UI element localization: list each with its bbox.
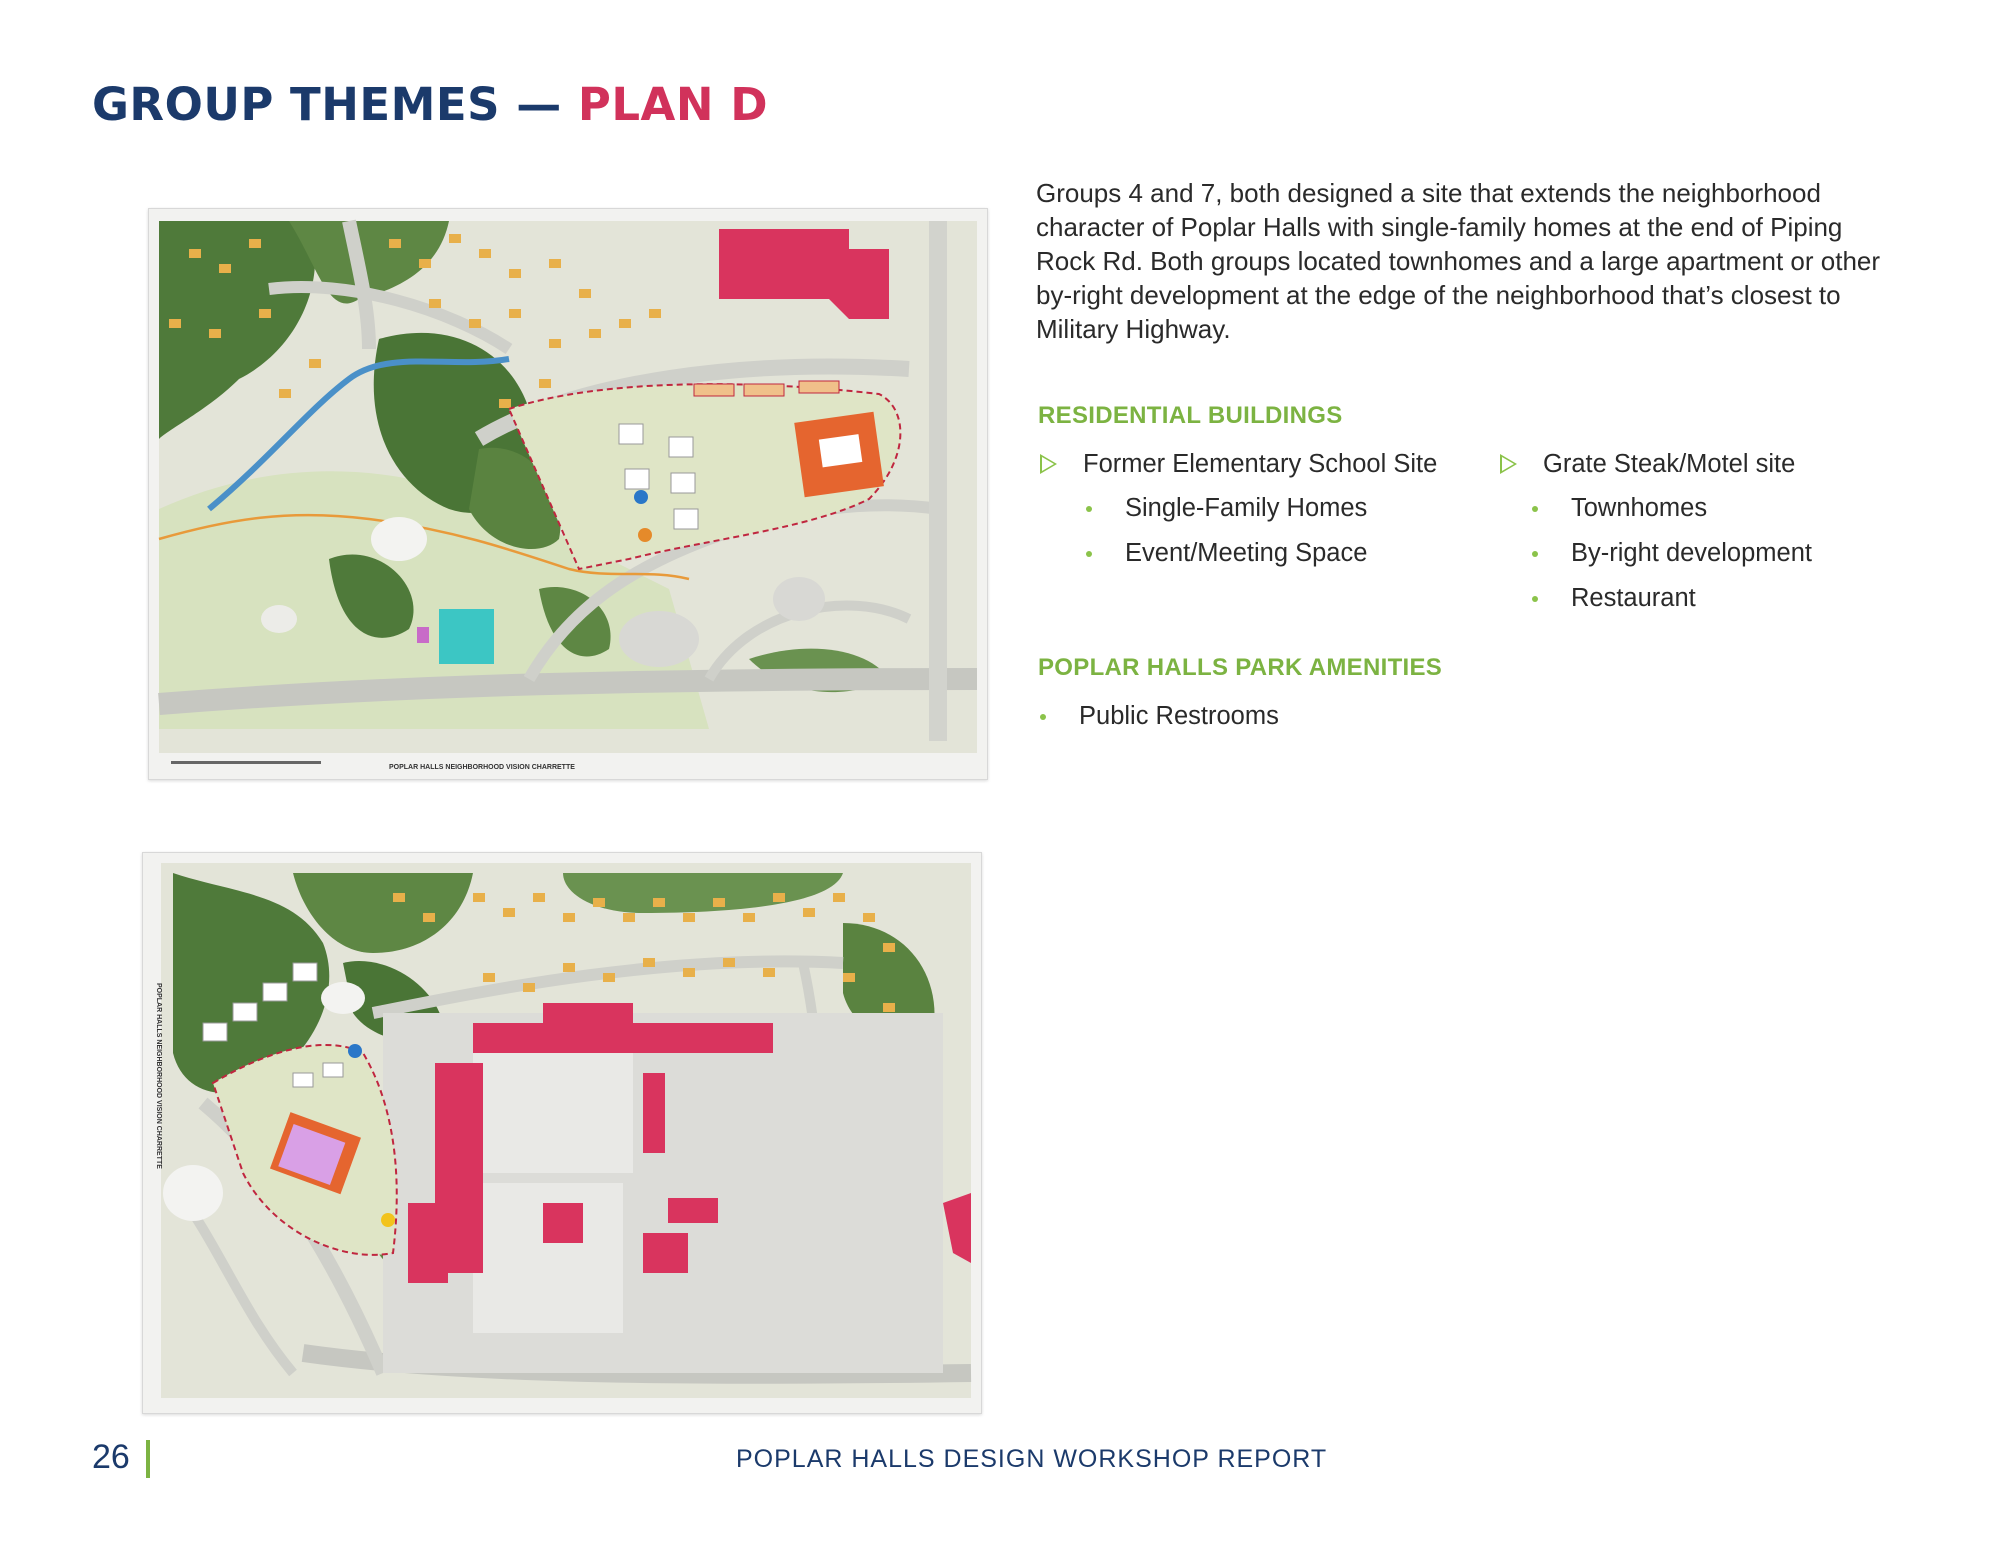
site-heading-2 (1500, 442, 1812, 486)
page-title-accent: PLAN D (577, 78, 769, 131)
map-caption-2: POPLAR HALLS NEIGHBORHOOD VISION CHARRETTE (155, 983, 162, 1169)
park-amenities-list (1040, 694, 1279, 739)
list-item-label: Single-Family Homes (1125, 494, 1368, 522)
bullet-dot-icon (1532, 551, 1538, 557)
triangle-bullet-icon (1040, 454, 1057, 474)
list-item (1086, 486, 1437, 531)
report-title-footer: POPLAR HALLS DESIGN WORKSHOP REPORT (736, 1445, 1328, 1473)
list-item-label: Restaurant (1571, 584, 1696, 612)
list-item (1086, 531, 1437, 576)
park-amenities-heading: POPLAR HALLS PARK AMENITIES (1038, 654, 1443, 681)
intro-paragraph: Groups 4 and 7, both designed a site that extends the neighborhood character of Poplar Halls with single-family homes at the end of Piping Rock Rd. Both groups located townhomes and a large apartment or other by-right development at the edge of the neighborhood that’s closest to Military Highway. (1036, 178, 1881, 344)
list-item (1532, 531, 1812, 576)
site-plan-photo-2 (142, 852, 982, 1414)
site-plan-photo-1 (148, 208, 988, 780)
triangle-bullet-icon (1500, 454, 1517, 474)
site-name-2: Grate Steak/Motel site (1543, 449, 1796, 478)
list-item (1532, 576, 1812, 621)
list-item-label: Public Restrooms (1079, 702, 1279, 730)
bullet-dot-icon (1086, 551, 1092, 557)
list-item (1532, 486, 1812, 531)
page-title-main: GROUP THEMES — (92, 78, 562, 131)
page-number: 26 (92, 1438, 130, 1476)
site-column-1 (1040, 442, 1437, 576)
list-item-label: Townhomes (1571, 494, 1708, 522)
map-caption-1: POPLAR HALLS NEIGHBORHOOD VISION CHARRETTE (389, 764, 575, 771)
bullet-dot-icon (1532, 506, 1538, 512)
list-item-label: By-right development (1571, 539, 1812, 567)
residential-heading: RESIDENTIAL BUILDINGS (1038, 402, 1343, 429)
list-item (1040, 694, 1279, 739)
site-heading-1 (1040, 442, 1437, 486)
site-column-2 (1500, 442, 1812, 621)
bullet-dot-icon (1086, 506, 1092, 512)
bullet-dot-icon (1532, 596, 1538, 602)
page-number-divider (146, 1440, 150, 1478)
list-item-label: Event/Meeting Space (1125, 539, 1368, 567)
site-plan-drawing-1 (149, 209, 987, 779)
site-name-1: Former Elementary School Site (1083, 449, 1438, 478)
page-title (92, 78, 768, 131)
site-plan-drawing-2 (143, 853, 981, 1413)
bullet-dot-icon (1040, 714, 1046, 720)
